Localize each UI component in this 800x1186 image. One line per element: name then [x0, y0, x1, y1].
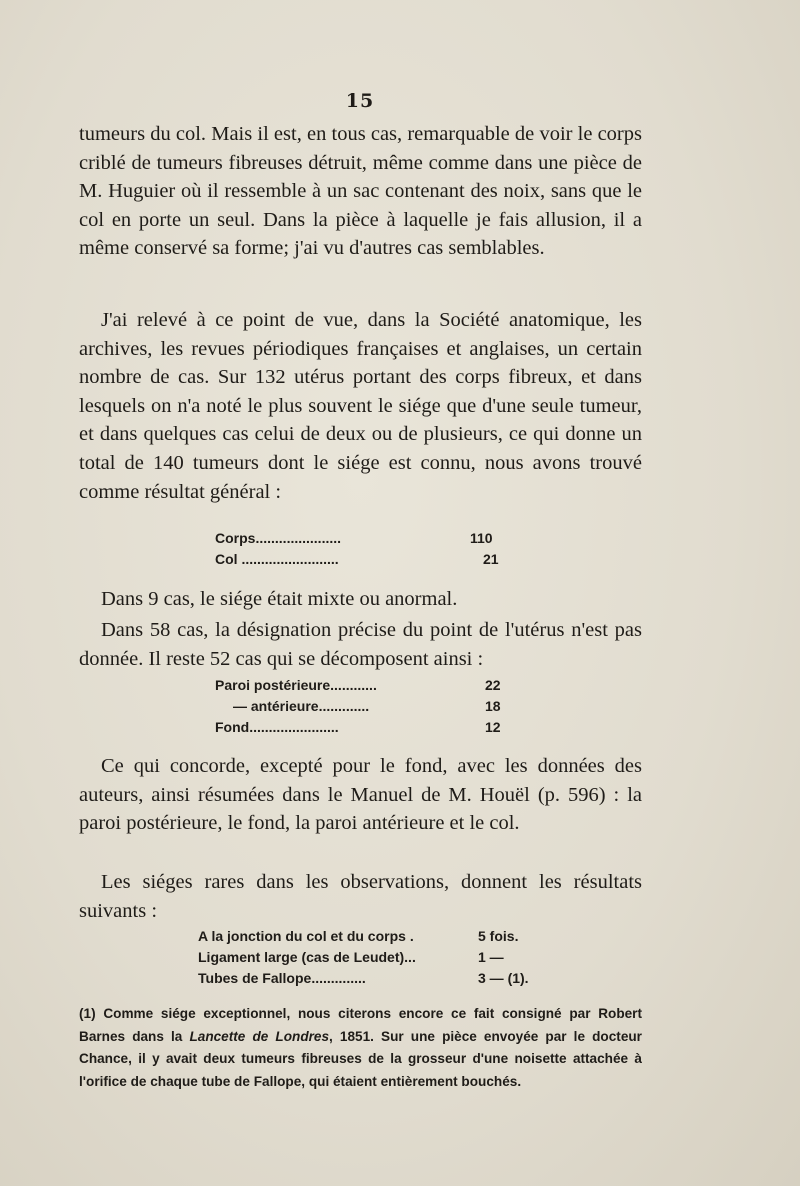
footnote-text: (1) Comme siége exceptionnel, nous citerons encore ce fait consigné par Robert Barnes dans la: [79, 1006, 642, 1044]
row-value: 5 fois.: [478, 928, 519, 944]
row-value: 3 — (1).: [478, 970, 529, 986]
footnote-text-continued: , 1851. Sur une pièce envoyée par le docteur Chance, il y avait deux tumeurs fibreuses de la grosseur d'une noisette attachée à l'orifice de chaque tube de Fallope, qui étaient entièrement bouchés.: [79, 1028, 642, 1089]
row-label: Tubes de Fallope..............: [198, 970, 366, 986]
row-label: Ligament large (cas de Leudet)...: [198, 949, 416, 965]
row-label: Paroi postérieure............: [215, 677, 377, 693]
row-value: 22: [485, 677, 501, 693]
paragraph-2: J'ai relevé à ce point de vue, dans la Société anatomique, les archives, les revues périodiques françaises et anglaises, un certain nombre de cas. Sur 132 utérus portant des corps fibreux, et dans lesquels on n'a noté le plus souvent le siége que d'une seule tumeur, et dans quelques cas celui de deux ou de plusieurs, ce qui donne un total de 140 tumeurs dont le siége est connu, nous avons trouvé comme résultat général :: [79, 309, 642, 503]
row-label: Fond.......................: [215, 719, 339, 735]
row-value: 1 —: [478, 949, 504, 965]
paragraph-3: Dans 9 cas, le siége était mixte ou anormal.: [101, 588, 458, 610]
row-value: 12: [485, 719, 501, 735]
paragraph-5: Ce qui concorde, excepté pour le fond, avec les données des auteurs, ainsi résumées dans le Manuel de M. Houël (p. 596) : la paroi postérieure, le fond, la paroi antérieure et le col.: [79, 755, 642, 835]
row-label: A la jonction du col et du corps .: [198, 928, 414, 944]
row-value: 18: [485, 698, 501, 714]
footnote: [79, 1003, 642, 1093]
footnote-italic-title: Lancette de Londres: [189, 1028, 330, 1044]
paragraph-6: Les siéges rares dans les observations, donnent les résultats suivants :: [79, 871, 642, 922]
paragraph-4: Dans 58 cas, la désignation précise du point de l'utérus n'est pas donnée. Il reste 52 cas qui se décomposent ainsi :: [79, 619, 642, 670]
row-label: Corps......................: [215, 530, 342, 546]
row-label: — antérieure.............: [233, 698, 370, 714]
row-value: 21: [483, 551, 499, 567]
row-value: 110: [470, 530, 493, 546]
paragraph-1: tumeurs du col. Mais il est, en tous cas, remarquable de voir le corps criblé de tumeurs fibreuses détruit, même comme dans une pièce de M. Huguier où il ressemble à un sac contenant des noix, sans que le col en porte un seul. Dans la pièce à laquelle je fais allusion, il a même conservé sa forme; j'ai vu d'autres cas semblables.: [79, 123, 642, 260]
row-label: Col .........................: [215, 551, 339, 567]
page-number: 15: [345, 90, 375, 112]
